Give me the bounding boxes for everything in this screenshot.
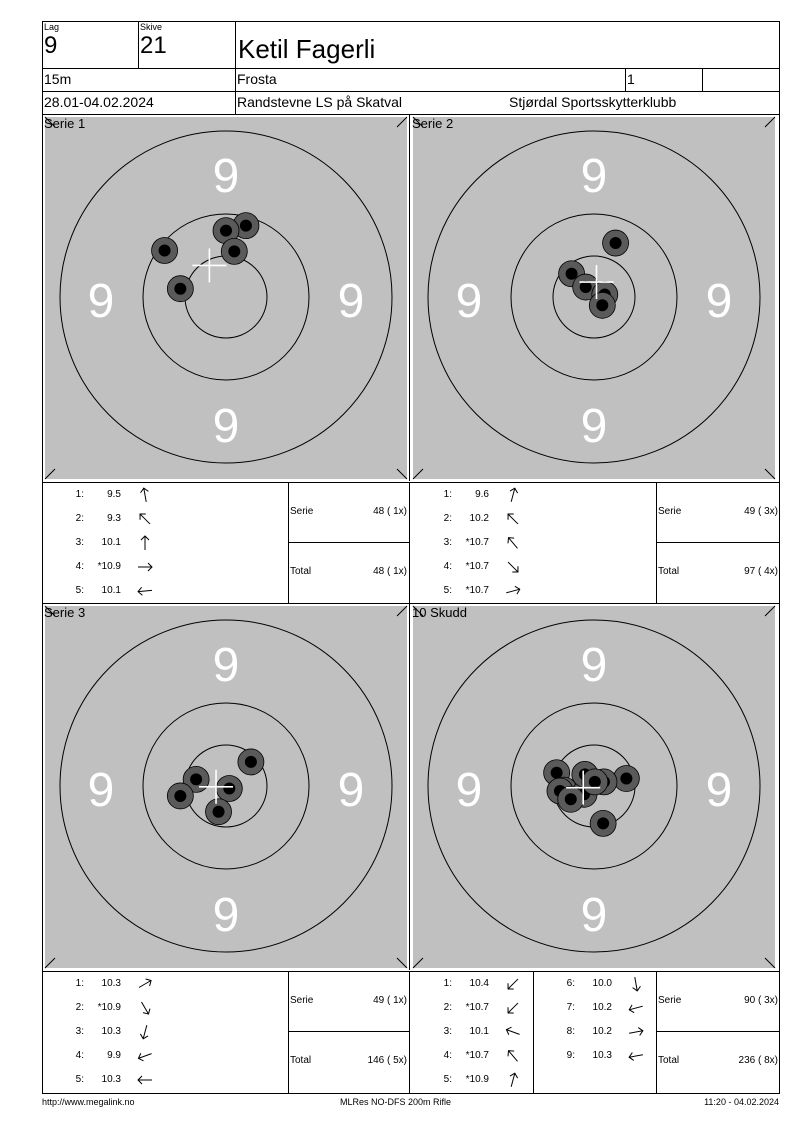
direction-arrow-icon xyxy=(627,975,645,993)
summary-block-4 xyxy=(656,972,780,1094)
shot-number: 5: xyxy=(75,1074,84,1085)
shot-row xyxy=(411,1069,533,1091)
skive-label: Skive xyxy=(140,22,163,32)
shot-hole xyxy=(582,769,608,795)
shot-number: 2: xyxy=(443,513,452,524)
shot-row xyxy=(43,484,288,506)
shot-number: 7: xyxy=(566,1002,575,1013)
direction-arrow-icon xyxy=(504,975,522,993)
shot-score: 10.2 xyxy=(592,1026,612,1037)
shot-row xyxy=(534,997,656,1019)
skive-value: 21 xyxy=(140,32,167,59)
shot-score: *10.7 xyxy=(465,561,489,572)
shot-hole xyxy=(221,238,247,264)
shot-score: *10.7 xyxy=(465,1002,489,1013)
shot-hole xyxy=(216,775,242,801)
shot-row xyxy=(411,973,533,995)
shot-row xyxy=(411,997,533,1019)
total-score: 48 ( 1x) xyxy=(373,566,407,577)
serie-score: 48 ( 1x) xyxy=(373,506,407,517)
shot-hole xyxy=(206,799,232,825)
shot-score: *10.7 xyxy=(465,537,489,548)
serie-summary xyxy=(289,972,409,1032)
shot-row xyxy=(43,532,288,554)
shot-score: *10.9 xyxy=(465,1074,489,1085)
direction-arrow-icon xyxy=(504,510,522,528)
direction-arrow-icon xyxy=(136,1071,154,1089)
shot-list-serie-3 xyxy=(43,972,288,1094)
organizer-cell xyxy=(508,92,780,115)
shot-row xyxy=(411,1045,533,1067)
shot-row xyxy=(411,532,656,554)
serie-label: Serie xyxy=(290,506,314,517)
ring-number-left: 9 xyxy=(455,764,483,817)
shot-number: 2: xyxy=(443,1002,452,1013)
shot-number: 8: xyxy=(566,1026,575,1037)
shot-number: 6: xyxy=(566,978,575,989)
shot-number: 3: xyxy=(443,1026,452,1037)
shot-row xyxy=(411,1021,533,1043)
divider xyxy=(43,603,780,604)
shot-number: 9: xyxy=(566,1050,575,1061)
shot-hole xyxy=(613,766,639,792)
target-face xyxy=(43,604,409,970)
ring-number-top: 9 xyxy=(580,150,608,203)
direction-arrow-icon xyxy=(504,558,522,576)
shot-number: 1: xyxy=(75,489,84,500)
event-name: Randstevne LS på Skatval xyxy=(237,94,402,110)
ring-number-left: 9 xyxy=(87,764,115,817)
serie-label: Serie xyxy=(658,506,682,517)
shot-score: 10.3 xyxy=(101,1026,121,1037)
club-cell xyxy=(236,69,626,92)
ring-number-bottom: 9 xyxy=(580,400,608,453)
total-summary xyxy=(289,1032,409,1092)
total-score: 97 ( 4x) xyxy=(744,566,778,577)
shot-row xyxy=(43,556,288,578)
date-range: 28.01-04.02.2024 xyxy=(44,94,154,110)
target-serie-1 xyxy=(43,115,410,481)
shot-hole xyxy=(589,292,615,318)
klasse: 1 xyxy=(627,71,635,87)
direction-arrow-icon xyxy=(136,975,154,993)
shot-hole xyxy=(238,749,264,775)
shot-number: 5: xyxy=(443,1074,452,1085)
klasse-cell xyxy=(626,69,703,92)
shot-row xyxy=(43,1021,288,1043)
serie-summary xyxy=(657,972,780,1032)
target-title: Serie 1 xyxy=(44,116,86,131)
direction-arrow-icon xyxy=(627,1047,645,1065)
target-serie-2 xyxy=(411,115,780,481)
ring-number-left: 9 xyxy=(87,275,115,328)
event-cell xyxy=(236,92,508,115)
distance: 15m xyxy=(44,71,72,87)
shooter-name-cell xyxy=(236,22,780,69)
shot-score: 10.1 xyxy=(101,537,121,548)
shot-score: 9.5 xyxy=(107,489,121,500)
result-sheet xyxy=(42,21,780,1094)
total-label: Total xyxy=(658,566,680,577)
shot-score: *10.9 xyxy=(97,1002,121,1013)
lag-cell xyxy=(43,22,139,69)
direction-arrow-icon xyxy=(136,582,154,600)
direction-arrow-icon xyxy=(627,999,645,1017)
shot-score: 10.1 xyxy=(469,1026,489,1037)
shot-number: 3: xyxy=(443,537,452,548)
shot-list-total-right xyxy=(534,972,656,1094)
direction-arrow-icon xyxy=(504,582,522,600)
shot-score: *10.7 xyxy=(465,1050,489,1061)
shot-number: 4: xyxy=(443,1050,452,1061)
ring-number-right: 9 xyxy=(337,764,365,817)
total-score: 146 ( 5x) xyxy=(367,1055,407,1066)
shot-row xyxy=(411,508,656,530)
shot-list-total-left xyxy=(411,972,534,1094)
target-serie-3 xyxy=(43,604,410,970)
shot-row xyxy=(43,1069,288,1091)
summary-block-2 xyxy=(656,483,780,603)
serie-summary xyxy=(289,483,409,543)
shot-score: 10.2 xyxy=(592,1002,612,1013)
direction-arrow-icon xyxy=(504,1023,522,1041)
shot-number: 1: xyxy=(75,978,84,989)
serie-score: 49 ( 3x) xyxy=(744,506,778,517)
total-summary xyxy=(657,1032,780,1092)
shot-list-serie-2 xyxy=(411,483,656,603)
direction-arrow-icon xyxy=(504,1071,522,1089)
shot-number: 1: xyxy=(443,489,452,500)
shot-row xyxy=(43,580,288,602)
direction-arrow-icon xyxy=(504,534,522,552)
total-label: Total xyxy=(658,1055,680,1066)
shot-hole xyxy=(167,783,193,809)
total-score: 236 ( 8x) xyxy=(738,1055,778,1066)
direction-arrow-icon xyxy=(504,1047,522,1065)
direction-arrow-icon xyxy=(136,1047,154,1065)
direction-arrow-icon xyxy=(136,1023,154,1041)
shot-row xyxy=(43,973,288,995)
shot-row xyxy=(43,997,288,1019)
direction-arrow-icon xyxy=(136,486,154,504)
shot-score: 9.9 xyxy=(107,1050,121,1061)
target-10-skudd xyxy=(411,604,780,970)
shot-score: *10.7 xyxy=(465,585,489,596)
ring-number-bottom: 9 xyxy=(212,400,240,453)
shot-row xyxy=(411,580,656,602)
target-face xyxy=(43,115,409,481)
shot-row xyxy=(534,973,656,995)
shot-row xyxy=(411,484,656,506)
shot-number: 4: xyxy=(75,1050,84,1061)
serie-summary xyxy=(657,483,780,543)
shot-score: *10.9 xyxy=(97,561,121,572)
shot-score: 10.0 xyxy=(592,978,612,989)
shot-hole xyxy=(152,238,178,264)
shot-number: 5: xyxy=(75,585,84,596)
shot-score: 10.3 xyxy=(101,978,121,989)
shot-score: 9.6 xyxy=(475,489,489,500)
summary-block-1 xyxy=(288,483,410,603)
shot-number: 2: xyxy=(75,513,84,524)
summary-block-3 xyxy=(288,972,410,1094)
direction-arrow-icon xyxy=(504,999,522,1017)
shot-number: 4: xyxy=(75,561,84,572)
date-cell xyxy=(43,92,236,115)
target-title: Serie 3 xyxy=(44,605,86,620)
shot-number: 2: xyxy=(75,1002,84,1013)
shot-number: 1: xyxy=(443,978,452,989)
ring-number-bottom: 9 xyxy=(212,889,240,942)
shot-score: 10.2 xyxy=(469,513,489,524)
serie-score: 49 ( 1x) xyxy=(373,995,407,1006)
footer-timestamp: 11:20 - 04.02.2024 xyxy=(704,1097,779,1107)
distance-cell xyxy=(43,69,236,92)
shot-number: 5: xyxy=(443,585,452,596)
footer-system: MLRes NO-DFS 200m Rifle xyxy=(340,1097,452,1107)
club-short: Frosta xyxy=(237,71,277,87)
direction-arrow-icon xyxy=(136,510,154,528)
shot-hole xyxy=(558,786,584,812)
shot-score: 10.3 xyxy=(592,1050,612,1061)
target-face xyxy=(411,115,777,481)
shot-row xyxy=(43,508,288,530)
direction-arrow-icon xyxy=(136,999,154,1017)
shot-number: 3: xyxy=(75,1026,84,1037)
lag-value: 9 xyxy=(44,32,58,59)
ring-number-left: 9 xyxy=(455,275,483,328)
shot-hole xyxy=(167,276,193,302)
total-summary xyxy=(657,543,780,603)
shot-score: 9.3 xyxy=(107,513,121,524)
ring-number-top: 9 xyxy=(212,150,240,203)
direction-arrow-icon xyxy=(136,534,154,552)
total-label: Total xyxy=(290,566,312,577)
target-title: Serie 2 xyxy=(412,116,454,131)
footer-url: http://www.megalink.no xyxy=(42,1097,135,1107)
direction-arrow-icon xyxy=(627,1023,645,1041)
ring-number-right: 9 xyxy=(337,275,365,328)
target-face xyxy=(411,604,777,970)
total-label: Total xyxy=(290,1055,312,1066)
ring-number-right: 9 xyxy=(705,275,733,328)
skive-cell xyxy=(139,22,236,69)
total-summary xyxy=(289,543,409,603)
ring-number-right: 9 xyxy=(705,764,733,817)
lag-label: Lag xyxy=(44,22,60,32)
serie-label: Serie xyxy=(290,995,314,1006)
organizer: Stjørdal Sportsskytterklubb xyxy=(509,94,677,110)
shot-number: 3: xyxy=(75,537,84,548)
ring-number-bottom: 9 xyxy=(580,889,608,942)
direction-arrow-icon xyxy=(136,558,154,576)
shot-number: 4: xyxy=(443,561,452,572)
shot-score: 10.4 xyxy=(469,978,489,989)
shot-row xyxy=(534,1045,656,1067)
shot-score: 10.3 xyxy=(101,1074,121,1085)
serie-score: 90 ( 3x) xyxy=(744,995,778,1006)
empty-cell xyxy=(703,69,780,92)
shot-list-serie-1 xyxy=(43,483,288,603)
shot-hole xyxy=(590,810,616,836)
shot-row xyxy=(43,1045,288,1067)
direction-arrow-icon xyxy=(504,486,522,504)
shot-row xyxy=(411,556,656,578)
shot-hole xyxy=(603,230,629,256)
ring-number-top: 9 xyxy=(580,639,608,692)
shooter-name: Ketil Fagerli xyxy=(238,34,376,64)
ring-number-top: 9 xyxy=(212,639,240,692)
target-title: 10 Skudd xyxy=(412,605,467,620)
shot-score: 10.1 xyxy=(101,585,121,596)
serie-label: Serie xyxy=(658,995,682,1006)
shot-row xyxy=(534,1021,656,1043)
